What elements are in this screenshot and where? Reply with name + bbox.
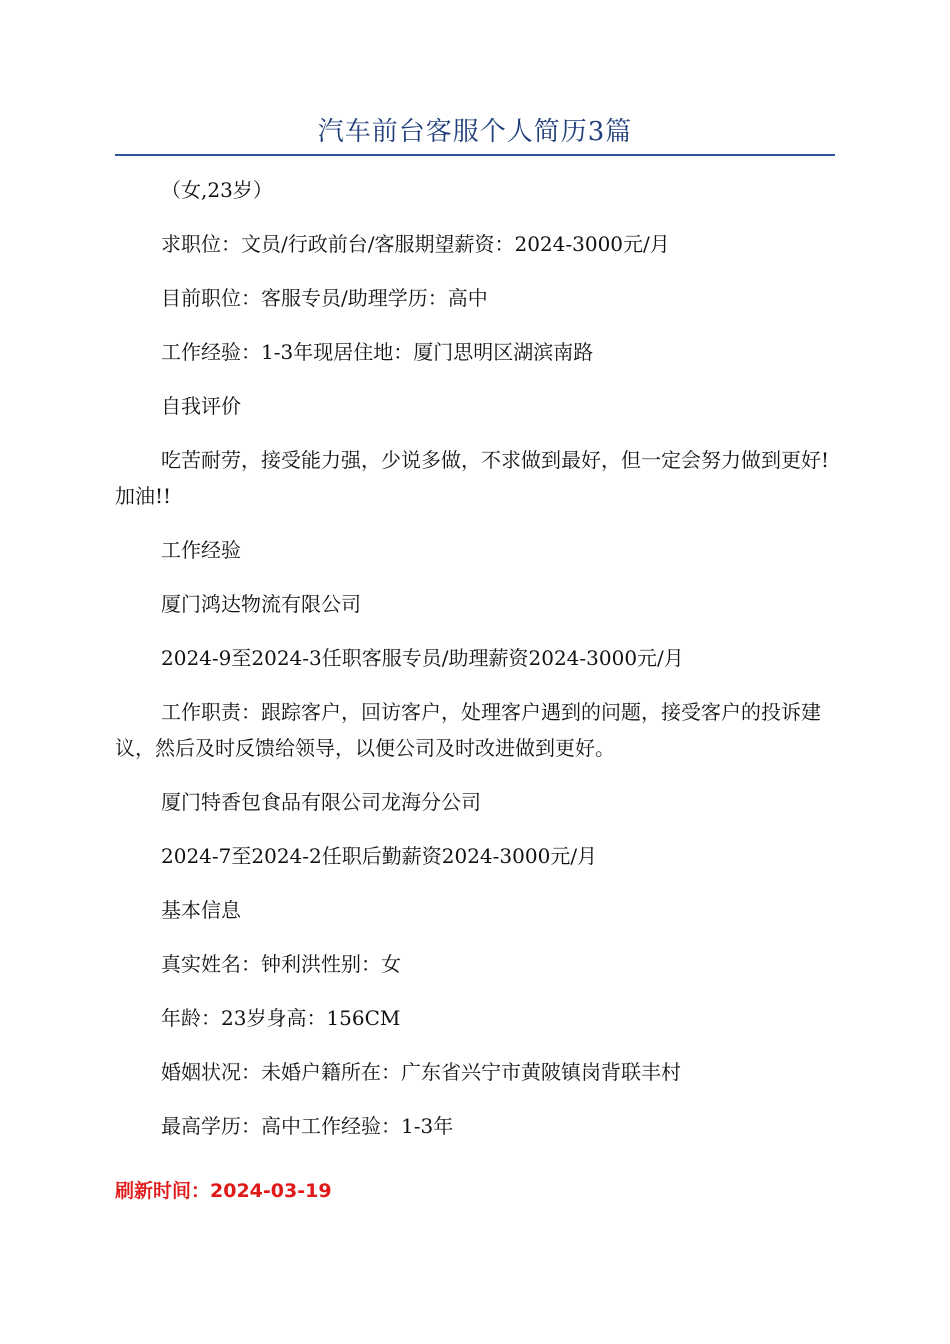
heading-self-evaluation: 自我评价 (161, 394, 241, 418)
paragraph-company-2: 厦门特香包食品有限公司龙海分公司 (161, 790, 481, 814)
refresh-time: 刷新时间：2024-03-19 (115, 1180, 332, 1202)
paragraph-company-1-period: 2024-9至2024-3任职客服专员/助理薪资2024-3000元/月 (161, 646, 684, 670)
paragraph-education-experience: 最高学历：高中工作经验：1-3年 (161, 1114, 454, 1138)
paragraph-name-gender: 真实姓名：钟利洪性别：女 (161, 952, 401, 976)
paragraph-company-1: 厦门鸿达物流有限公司 (161, 592, 361, 616)
paragraph-gender-age: （女,23岁） (161, 178, 273, 202)
paragraph-marital-hukou: 婚姻状况：未婚户籍所在：广东省兴宁市黄陂镇岗背联丰村 (161, 1060, 681, 1084)
paragraph-company-1-duties: 工作职责：跟踪客户，回访客户，处理客户遇到的问题，接受客户的投诉建议，然后及时反馈给领导，以便公司及时改进做到更好。 (115, 700, 821, 760)
paragraph-current-position: 目前职位：客服专员/助理学历：高中 (161, 286, 488, 310)
paragraph-self-evaluation: 吃苦耐劳，接受能力强，少说多做，不求做到最好，但一定会努力做到更好!加油!! (115, 448, 830, 508)
document-title: 汽车前台客服个人简历3篇 (317, 117, 633, 147)
paragraph-age-height: 年龄：23岁身高：156CM (161, 1006, 401, 1030)
paragraph-company-2-period: 2024-7至2024-2任职后勤薪资2024-3000元/月 (161, 844, 598, 868)
paragraph-desired-position: 求职位：文员/行政前台/客服期望薪资：2024-3000元/月 (161, 232, 670, 256)
heading-basic-info: 基本信息 (161, 898, 241, 922)
heading-work-experience: 工作经验 (161, 538, 241, 562)
paragraph-experience-residence: 工作经验：1-3年现居住地：厦门思明区湖滨南路 (161, 340, 594, 364)
title-divider (115, 154, 835, 156)
document-body (115, 172, 835, 1162)
